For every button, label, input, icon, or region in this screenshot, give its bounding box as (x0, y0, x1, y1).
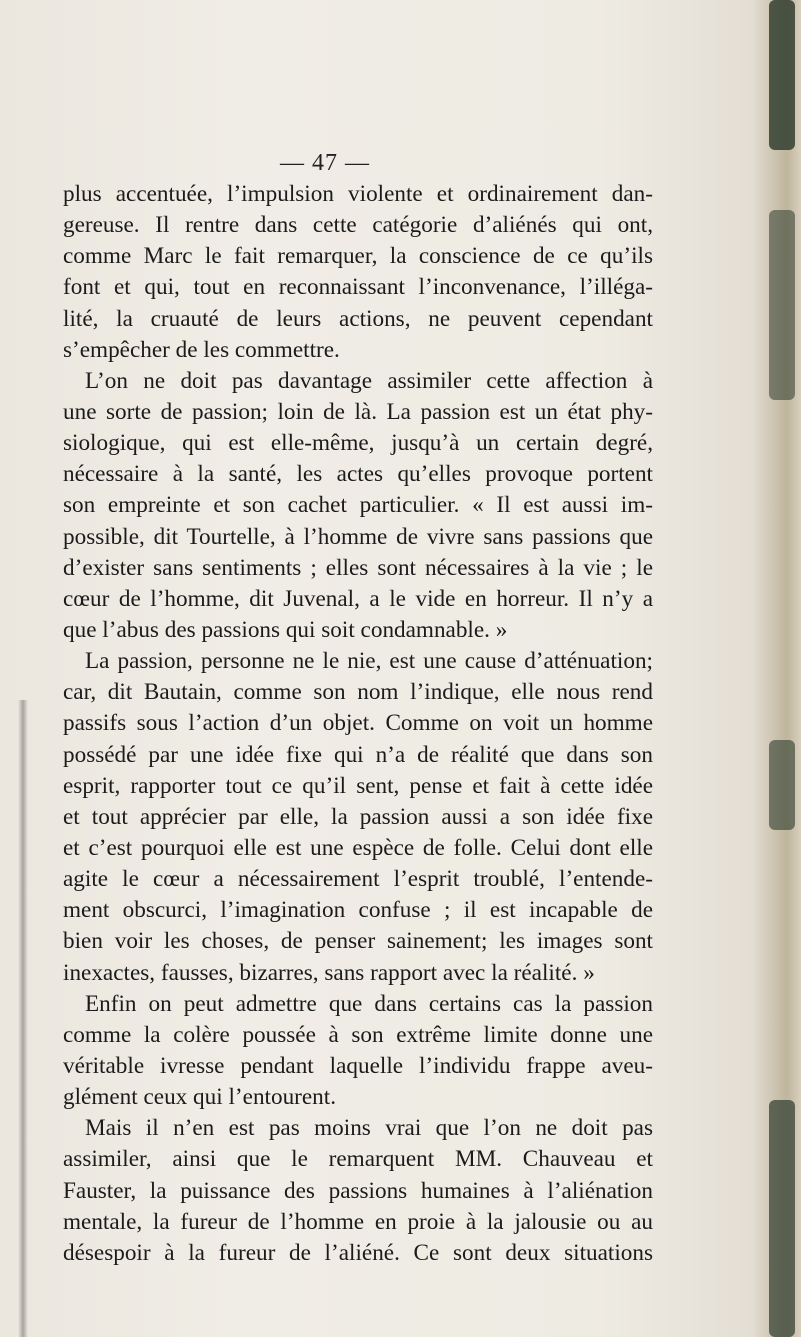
text-line: son empreinte et son cachet particulier. « Il est aussi im- (63, 492, 653, 519)
text-line: assimiler, ainsi que le remarquent MM. Chauveau et (63, 1146, 653, 1173)
text-line: d’exister sans sentiments ; elles sont nécessaires à la vie ; le (63, 554, 653, 581)
text-line: agite le cœur a nécessairement l’esprit troublé, l’entende- (63, 866, 653, 893)
text-line: s’empêcher de les commettre. (63, 336, 340, 363)
text-line: une sorte de passion; loin de là. La passion est un état phy- (63, 398, 653, 425)
text-line: ment obscurci, l’imagination confuse ; il est incapable de (63, 897, 653, 924)
spine-stain (769, 1100, 795, 1337)
spine-stain (769, 740, 795, 830)
text-line: possédé par une idée fixe qui n’a de réalité que dans son (63, 741, 653, 768)
text-line: L’on ne doit pas davantage assimiler cette affection à (85, 367, 653, 394)
page-number-header: — 47 — (280, 150, 370, 176)
text-line: bien voir les choses, de penser sainement; les images sont (63, 928, 653, 955)
text-line: passifs sous l’action d’un objet. Comme on voit un homme (63, 710, 653, 737)
text-line: comme Marc le fait remarquer, la conscience de ce qu’ils (63, 243, 653, 270)
text-line: et c’est pourquoi elle est une espèce de folle. Celui dont elle (63, 834, 653, 861)
text-line: désespoir à la fureur de l’aliéné. Ce sont deux situations (63, 1239, 653, 1266)
text-line: mentale, la fureur de l’homme en proie à la jalousie ou au (63, 1208, 653, 1235)
spine-stain (769, 0, 795, 150)
text-line: Fauster, la puissance des passions humaines à l’aliénation (63, 1177, 653, 1204)
body-text (63, 179, 653, 1269)
text-line: Mais il n’en est pas moins vrai que l’on ne doit pas (85, 1115, 653, 1142)
text-line: La passion, personne ne le nie, est une cause d’atténuation; (85, 648, 653, 675)
text-line: cœur de l’homme, dit Juvenal, a le vide en horreur. Il n’y a (63, 585, 653, 612)
text-line: font et qui, tout en reconnaissant l’inconvenance, l’illéga- (63, 274, 653, 301)
text-line: nécessaire à la santé, les actes qu’elles provoque portent (63, 461, 653, 488)
text-line: inexactes, fausses, bizarres, sans rapport avec la réalité. » (63, 959, 595, 986)
text-line: que l’abus des passions qui soit condamnable. » (63, 616, 508, 643)
text-line: véritable ivresse pendant laquelle l’individu frappe aveu- (63, 1052, 653, 1079)
text-line: esprit, rapporter tout ce qu’il sent, pense et fait à cette idée (63, 772, 653, 799)
text-line: glément ceux qui l’entourent. (63, 1084, 337, 1111)
text-line: car, dit Bautain, comme son nom l’indique, elle nous rend (63, 679, 653, 706)
text-line: possible, dit Tourtelle, à l’homme de vivre sans passions que (63, 523, 653, 550)
text-line: plus accentuée, l’impulsion violente et ordinairement dan- (63, 181, 653, 207)
text-line: Enfin on peut admettre que dans certains cas la passion (85, 990, 653, 1017)
page-spine-edge (753, 0, 801, 1337)
text-line: et tout apprécier par elle, la passion aussi a son idée fixe (63, 803, 653, 830)
text-line: comme la colère poussée à son extrême limite donne une (63, 1021, 653, 1048)
spine-stain (769, 210, 795, 400)
text-line: siologique, qui est elle-même, jusqu’à un certain degré, (63, 430, 653, 457)
text-line: lité, la cruauté de leurs actions, ne peuvent cependant (63, 305, 653, 332)
text-line: gereuse. Il rentre dans cette catégorie d’aliénés qui ont, (63, 212, 653, 239)
page-left-shadow (18, 700, 28, 1337)
